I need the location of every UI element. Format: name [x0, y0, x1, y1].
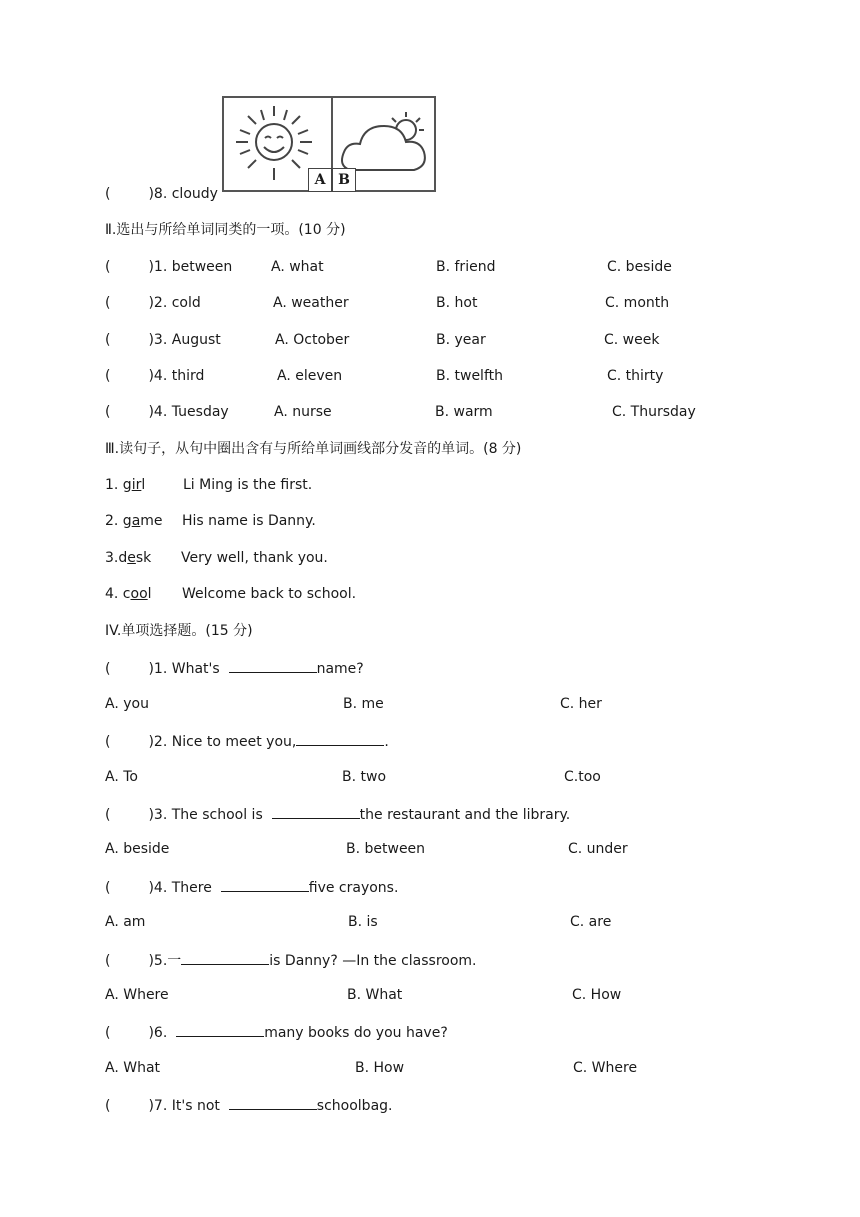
question-4: ( )4. There five crayons.: [105, 877, 398, 897]
option-a: A. eleven: [277, 368, 343, 384]
answer-blank: [272, 804, 360, 819]
option-b: B. between: [346, 841, 426, 857]
answer-blank: [221, 877, 309, 892]
list-item: 4. cool: [105, 586, 152, 602]
answer-blank: [296, 731, 384, 746]
option-b: B. is: [348, 914, 378, 930]
option-a: A. To: [105, 769, 138, 785]
option-c: C. week: [604, 332, 660, 348]
option-c: C. are: [570, 914, 612, 930]
section-3-heading: Ⅲ.读句子，从句中圈出含有与所给单词画线部分发音的单词。(8 分): [105, 441, 522, 457]
question-3: ( )3. The school is the restaurant and the library.: [105, 804, 570, 824]
option-a: A. what: [271, 259, 324, 275]
answer-blank: [229, 658, 317, 673]
sentence: His name is Danny.: [182, 513, 316, 529]
option-a: A. Where: [105, 987, 169, 1003]
list-item: ( )4. third: [105, 368, 205, 384]
option-c: C. Where: [573, 1060, 638, 1076]
option-a: A. am: [105, 914, 146, 930]
option-a: A. October: [275, 332, 350, 348]
option-a: A. you: [105, 696, 149, 712]
option-b: B. year: [436, 332, 486, 348]
question-8-row: [105, 185, 218, 203]
option-a: A. beside: [105, 841, 170, 857]
option-b: B. hot: [436, 295, 478, 311]
picture-label-b: B: [332, 168, 356, 192]
option-c: C. her: [560, 696, 602, 712]
option-c: C. Thursday: [612, 404, 696, 420]
option-c: C. under: [568, 841, 628, 857]
answer-paren: (: [105, 186, 111, 202]
option-b: B. friend: [436, 259, 496, 275]
option-b: B. two: [342, 769, 387, 785]
list-item: 3.desk: [105, 550, 152, 566]
question-2: ( )2. Nice to meet you, .: [105, 731, 389, 751]
list-item: ( )2. cold: [105, 295, 201, 311]
question-text: )8. cloudy: [148, 186, 218, 202]
option-a: A. What: [105, 1060, 161, 1076]
section-4-heading: IV.单项选择题。(15 分): [105, 623, 253, 639]
option-c: C.too: [564, 769, 601, 785]
answer-blank: [229, 1095, 317, 1110]
option-a: A. weather: [273, 295, 349, 311]
weather-picture: [222, 96, 436, 192]
answer-blank: [176, 1022, 264, 1037]
option-c: C. month: [605, 295, 670, 311]
option-c: C. How: [572, 987, 622, 1003]
question-6: ( )6. many books do you have?: [105, 1022, 448, 1042]
section-2-heading: Ⅱ.选出与所给单词同类的一项。(10 分): [105, 222, 346, 238]
option-b: B. me: [343, 696, 384, 712]
option-b: B. How: [355, 1060, 405, 1076]
list-item: ( )3. August: [105, 332, 221, 348]
answer-blank: [181, 950, 269, 965]
list-item: ( )4. Tuesday: [105, 404, 229, 420]
sentence: Welcome back to school.: [182, 586, 357, 602]
list-item: 2. game: [105, 513, 163, 529]
question-7: ( )7. It's not schoolbag.: [105, 1095, 392, 1115]
option-c: C. thirty: [607, 368, 664, 384]
question-1: ( )1. What's name?: [105, 658, 364, 678]
option-b: B. warm: [435, 404, 493, 420]
option-a: A. nurse: [274, 404, 332, 420]
option-b: B. What: [347, 987, 403, 1003]
sentence: Li Ming is the first.: [183, 477, 313, 493]
list-item: ( )1. between: [105, 259, 233, 275]
option-b: B. twelfth: [436, 368, 503, 384]
option-c: C. beside: [607, 259, 672, 275]
list-item: 1. girl: [105, 477, 146, 493]
question-5: ( )5.一 is Danny? —In the classroom.: [105, 950, 477, 970]
picture-label-a: A: [308, 168, 332, 192]
sentence: Very well, thank you.: [181, 550, 328, 566]
